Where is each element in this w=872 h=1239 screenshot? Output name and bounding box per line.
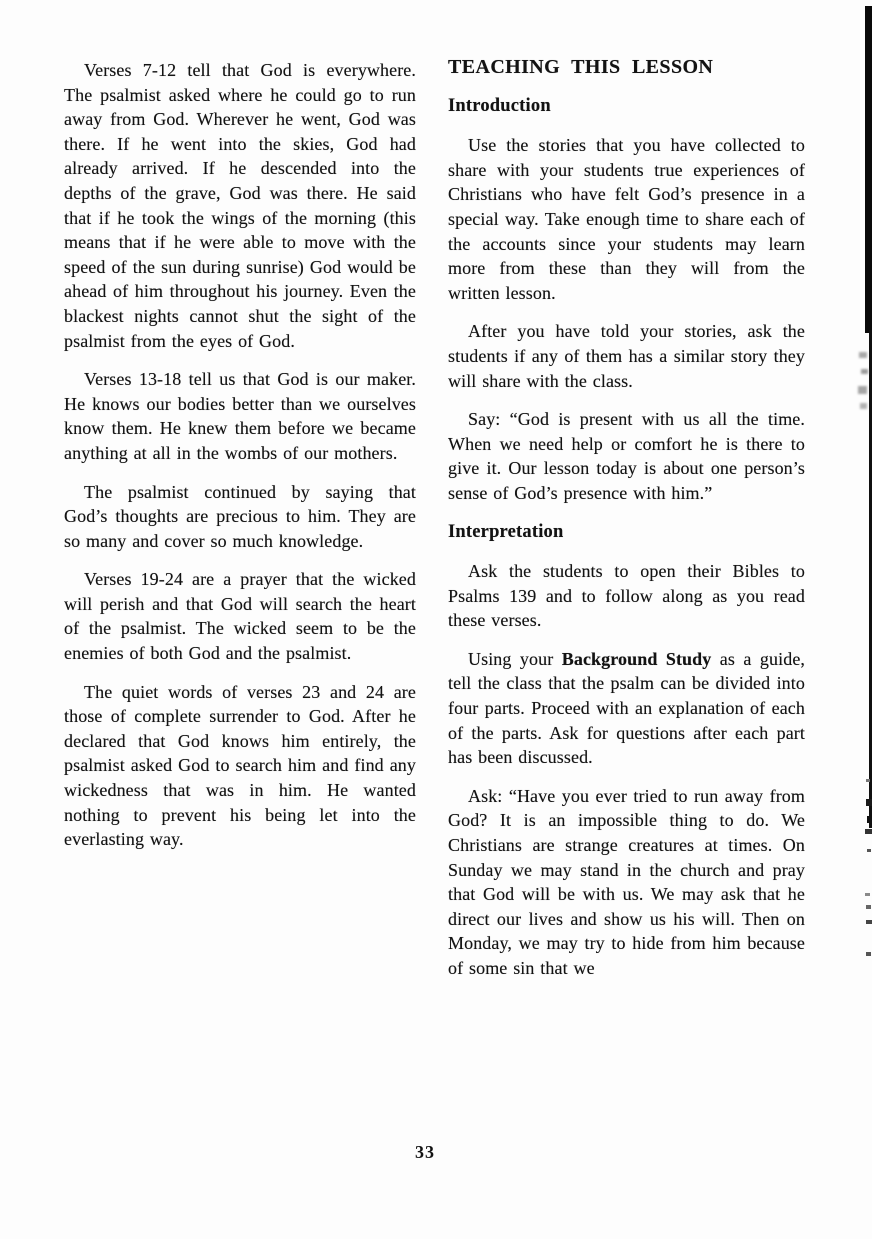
scan-artifact-right-bar	[865, 6, 872, 333]
scan-artifact-dash	[866, 905, 871, 909]
page-number: 33	[415, 1142, 435, 1162]
scan-artifact-dash	[867, 849, 871, 852]
scan-artifact-dash	[866, 799, 872, 806]
paragraph-say-god-present: Say: “God is present with us all the time. When we need help or comfort he is there to give it. Our lesson today is about one person’s sense of God’s presence with him.”	[448, 409, 805, 503]
scan-artifact-dash	[865, 893, 870, 896]
paragraph-after-stories: After you have told your stories, ask the students if any of them has a similar story they will share with the class.	[448, 321, 805, 391]
scan-artifact-dash	[865, 829, 872, 834]
subheading-interpretation: Interpretation	[448, 521, 564, 542]
paragraph-ask-run-away: Ask: “Have you ever tried to run away from God? It is an impossible thing to do. We Christians are strange creatures at times. On Sunday we may stand in the church and pray that God will be with us. We may ask that he direct our lives and show us his will. Then on Monday, we may try to hide from him because of some sin that we	[448, 785, 805, 978]
background-study-post: as a guide, tell the class that the psalm can be divided into four parts. Proceed with an explanation of each of the parts. Ask for questions after each part has been discussed.	[448, 648, 806, 768]
scan-artifact-dash	[866, 952, 871, 956]
paragraph-open-bibles: Ask the students to open their Bibles to Psalms 139 and to follow along as you read these verses.	[448, 561, 805, 631]
paragraph-verses-7-12: Verses 7-12 tell that God is everywhere. The psalmist asked where he could go to run away from God. Wherever he went, God was there. If he went into the skies, God had already arrived. If he descended into the depths of the grave, God was there. He said that if he took the wings of the morning (this means that if he were able to move with the speed of the sun during sunrise) God would be ahead of him throughout his journey. Even the blackest nights cannot shut the sight of the psalmist from the eyes of God.	[64, 60, 416, 351]
paragraph-background-study	[448, 647, 805, 770]
background-study-bold: Background Study	[561, 648, 712, 669]
paragraph-verses-13-18: Verses 13-18 tell us that God is our maker. He knows our bodies better than we ourselves know them. He knew them before we became anything at all in the wombs of our mothers.	[64, 369, 416, 463]
paragraph-verses-19-24: Verses 19-24 are a prayer that the wicked will perish and that God will search the heart of the psalmist. The wicked seem to be the enemies of both God and the psalmist.	[64, 569, 416, 664]
scan-artifact-smudge	[860, 403, 867, 409]
paragraph-psalmist-continued: The psalmist continued by saying that God’s thoughts are precious to him. They are so many and cover so much knowledge.	[64, 481, 416, 551]
paragraph-use-stories: Use the stories that you have collected to share with your students true experiences of Christians who have felt God’s presence in a special way. Take enough time to share each of the accounts since your students may learn more from these than they will from the written lesson.	[448, 135, 805, 303]
subheading-introduction: Introduction	[448, 95, 551, 116]
scan-artifact-smudge	[859, 352, 867, 358]
paragraph-verses-23-24: The quiet words of verses 23 and 24 are those of complete surrender to God. After he declared that God knows him entirely, the psalmist asked God to search him and find any wickedness that was in him. He wanted nothing to prevent his being let into the everlasting way.	[64, 681, 416, 850]
section-heading-teaching-this-lesson: TEACHING THIS LESSON	[448, 56, 714, 78]
background-study-pre: Using your	[468, 648, 562, 669]
scan-artifact-dash	[866, 779, 870, 782]
scan-artifact-dash	[867, 816, 872, 823]
left-column	[64, 58, 416, 866]
scan-artifact-dash	[866, 920, 872, 924]
right-column	[448, 55, 805, 995]
scan-artifact-smudge	[861, 369, 868, 374]
scan-artifact-smudge	[858, 386, 867, 394]
